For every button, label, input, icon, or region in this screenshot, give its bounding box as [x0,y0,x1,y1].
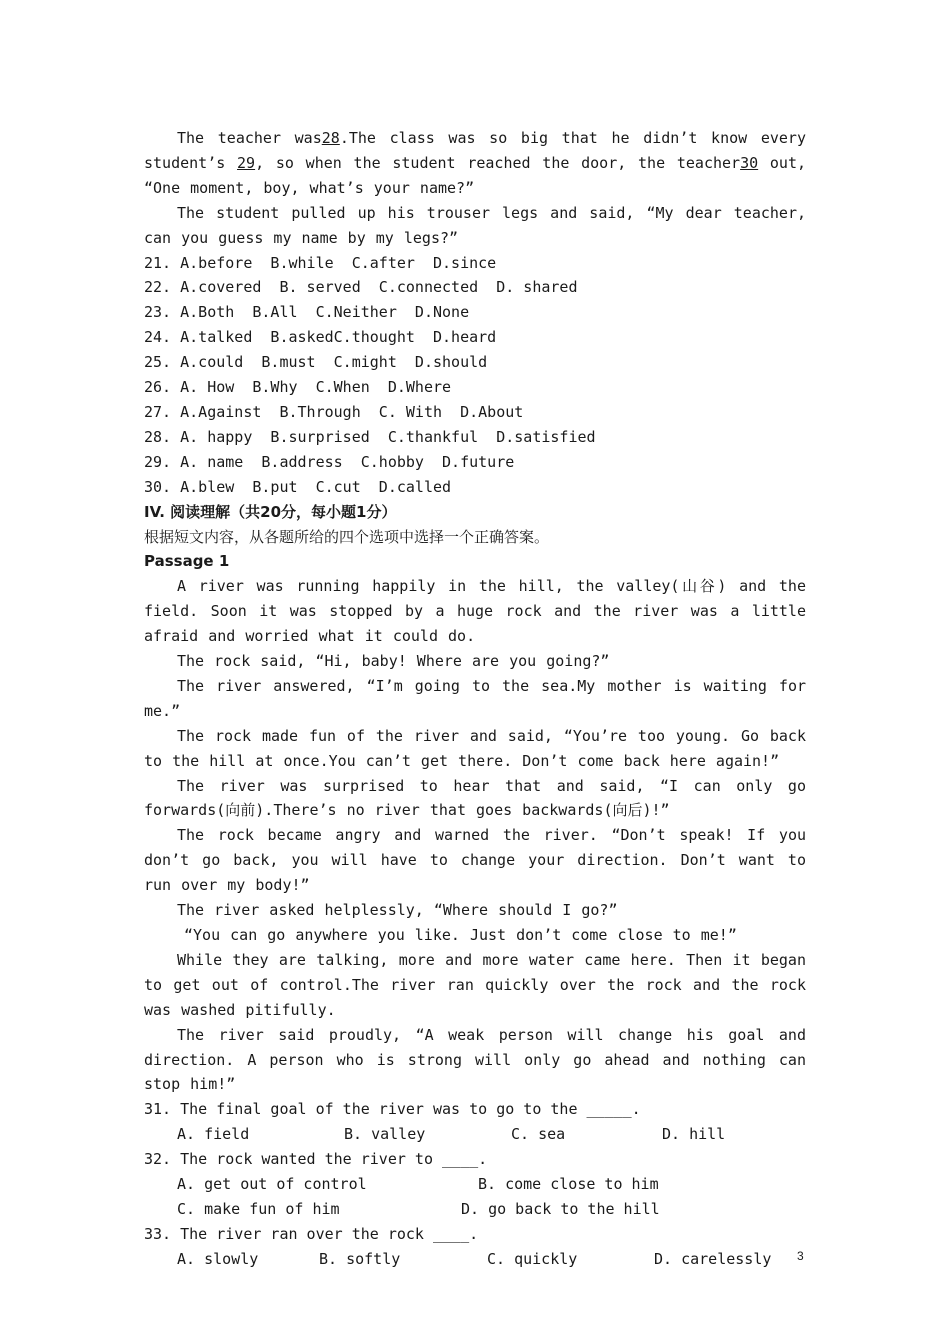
cloze-option-line: 22. A.covered B. served C.connected D. shared [144,278,578,297]
passage-paragraph: The rock became angry and warned the river. “Don’t speak! If you don’t go back, you will have to change your direction. Don’t want to run over my body!” [144,826,806,895]
passage-paragraph: The rock said, “Hi, baby! Where are you going?” [177,652,610,671]
passage-paragraph: The river said proudly, “A weak person will change his goal and direction. A person who is strong will only go ahead and nothing can stop him!” [144,1025,806,1094]
question-options [144,1122,806,1147]
cloze-option-line: 25. A.could B.must C.might D.should [144,353,488,372]
text-run: out, “One moment, boy, what’s your name?” [144,153,807,197]
passage-paragraph: The river asked helplessly, “Where should I go?” [177,901,618,920]
passage-title: Passage 1 [144,552,230,571]
option-c: C. sea [511,1125,566,1144]
question-stem: 32. The rock wanted the river to ____. [144,1150,488,1169]
question-options [144,1172,806,1197]
option-d: D. go back to the hill [461,1199,660,1218]
text-run: The teacher was [177,129,322,147]
question-options [144,1197,806,1222]
passage-paragraph: The river answered, “I’m going to the sea.My mother is waiting for me.” [144,676,806,720]
passage-paragraph: The river was surprised to hear that and said, “I can only go forwards(向前).There’s no river that goes backwards(向后)!” [144,776,806,820]
question-options [144,1247,806,1272]
cloze-option-line: 30. A.blew B.put C.cut D.called [144,477,452,496]
cloze-option-line: 29. A. name B.address C.hobby D.future [144,452,515,471]
page-number: 3 [797,1249,804,1263]
passage-paragraph: “You can go anywhere you like. Just don’t come close to me!” [184,926,737,944]
question-stem: 33. The river ran over the rock ____. [144,1224,479,1243]
option-a: A. field [177,1125,250,1144]
option-b: B. valley [344,1125,426,1144]
text-run: , so when the student reached the door, the teacher [255,153,741,172]
option-b: B. come close to him [478,1175,659,1194]
passage-paragraph: The rock made fun of the river and said, “You’re too young. Go back to the hill at once.You can’t get there. Don’t come back here again!” [144,726,806,770]
blank-30: 30 [740,153,759,172]
text-run: .The class was so big that he didn’t know every student’s [144,129,806,172]
option-a: A. get out of control [177,1175,367,1194]
option-c: C. make fun of him [177,1199,340,1218]
cloze-option-line: 27. A.Against B.Through C. With D.About [144,402,524,421]
passage-paragraph: A river was running happily in the hill, the valley(山谷) and the field. Soon it was stopped by a huge rock and the river was a little afraid and worried what it could do. [144,577,806,646]
passage-paragraph: While they are talking, more and more water came here. Then it began to get out of control.The river ran quickly over the rock and the rock was washed pitifully. [144,950,806,1019]
cloze-option-line: 26. A. How B.Why C.When D.Where [144,378,452,397]
option-c: C. quickly [487,1249,578,1268]
option-d: D. carelessly [654,1249,772,1268]
cloze-option-line: 24. A.talked B.askedC.thought D.heard [144,328,497,347]
option-a: A. slowly [177,1249,259,1268]
option-d: D. hill [662,1125,726,1144]
passage-paragraph: The student pulled up his trouser legs and said, “My dear teacher, can you guess my name by my legs?” [144,203,806,247]
page-content [144,126,806,1272]
question-stem: 31. The final goal of the river was to go to the _____. [144,1100,641,1119]
blank-28: 28 [321,129,340,147]
option-b: B. softly [319,1249,401,1268]
cloze-option-line: 23. A.Both B.All C.Neither D.None [144,303,470,322]
section-heading: IV. 阅读理解（共20分，每小题1分） [144,502,397,521]
section-instruction: 根据短文内容，从各题所给的四个选项中选择一个正确答案。 [144,527,550,546]
passage-paragraph [144,126,806,201]
cloze-option-line: 28. A. happy B.surprised C.thankful D.satisfied [144,427,596,446]
blank-29: 29 [237,153,256,172]
cloze-option-line: 21. A.before B.while C.after D.since [144,253,497,272]
